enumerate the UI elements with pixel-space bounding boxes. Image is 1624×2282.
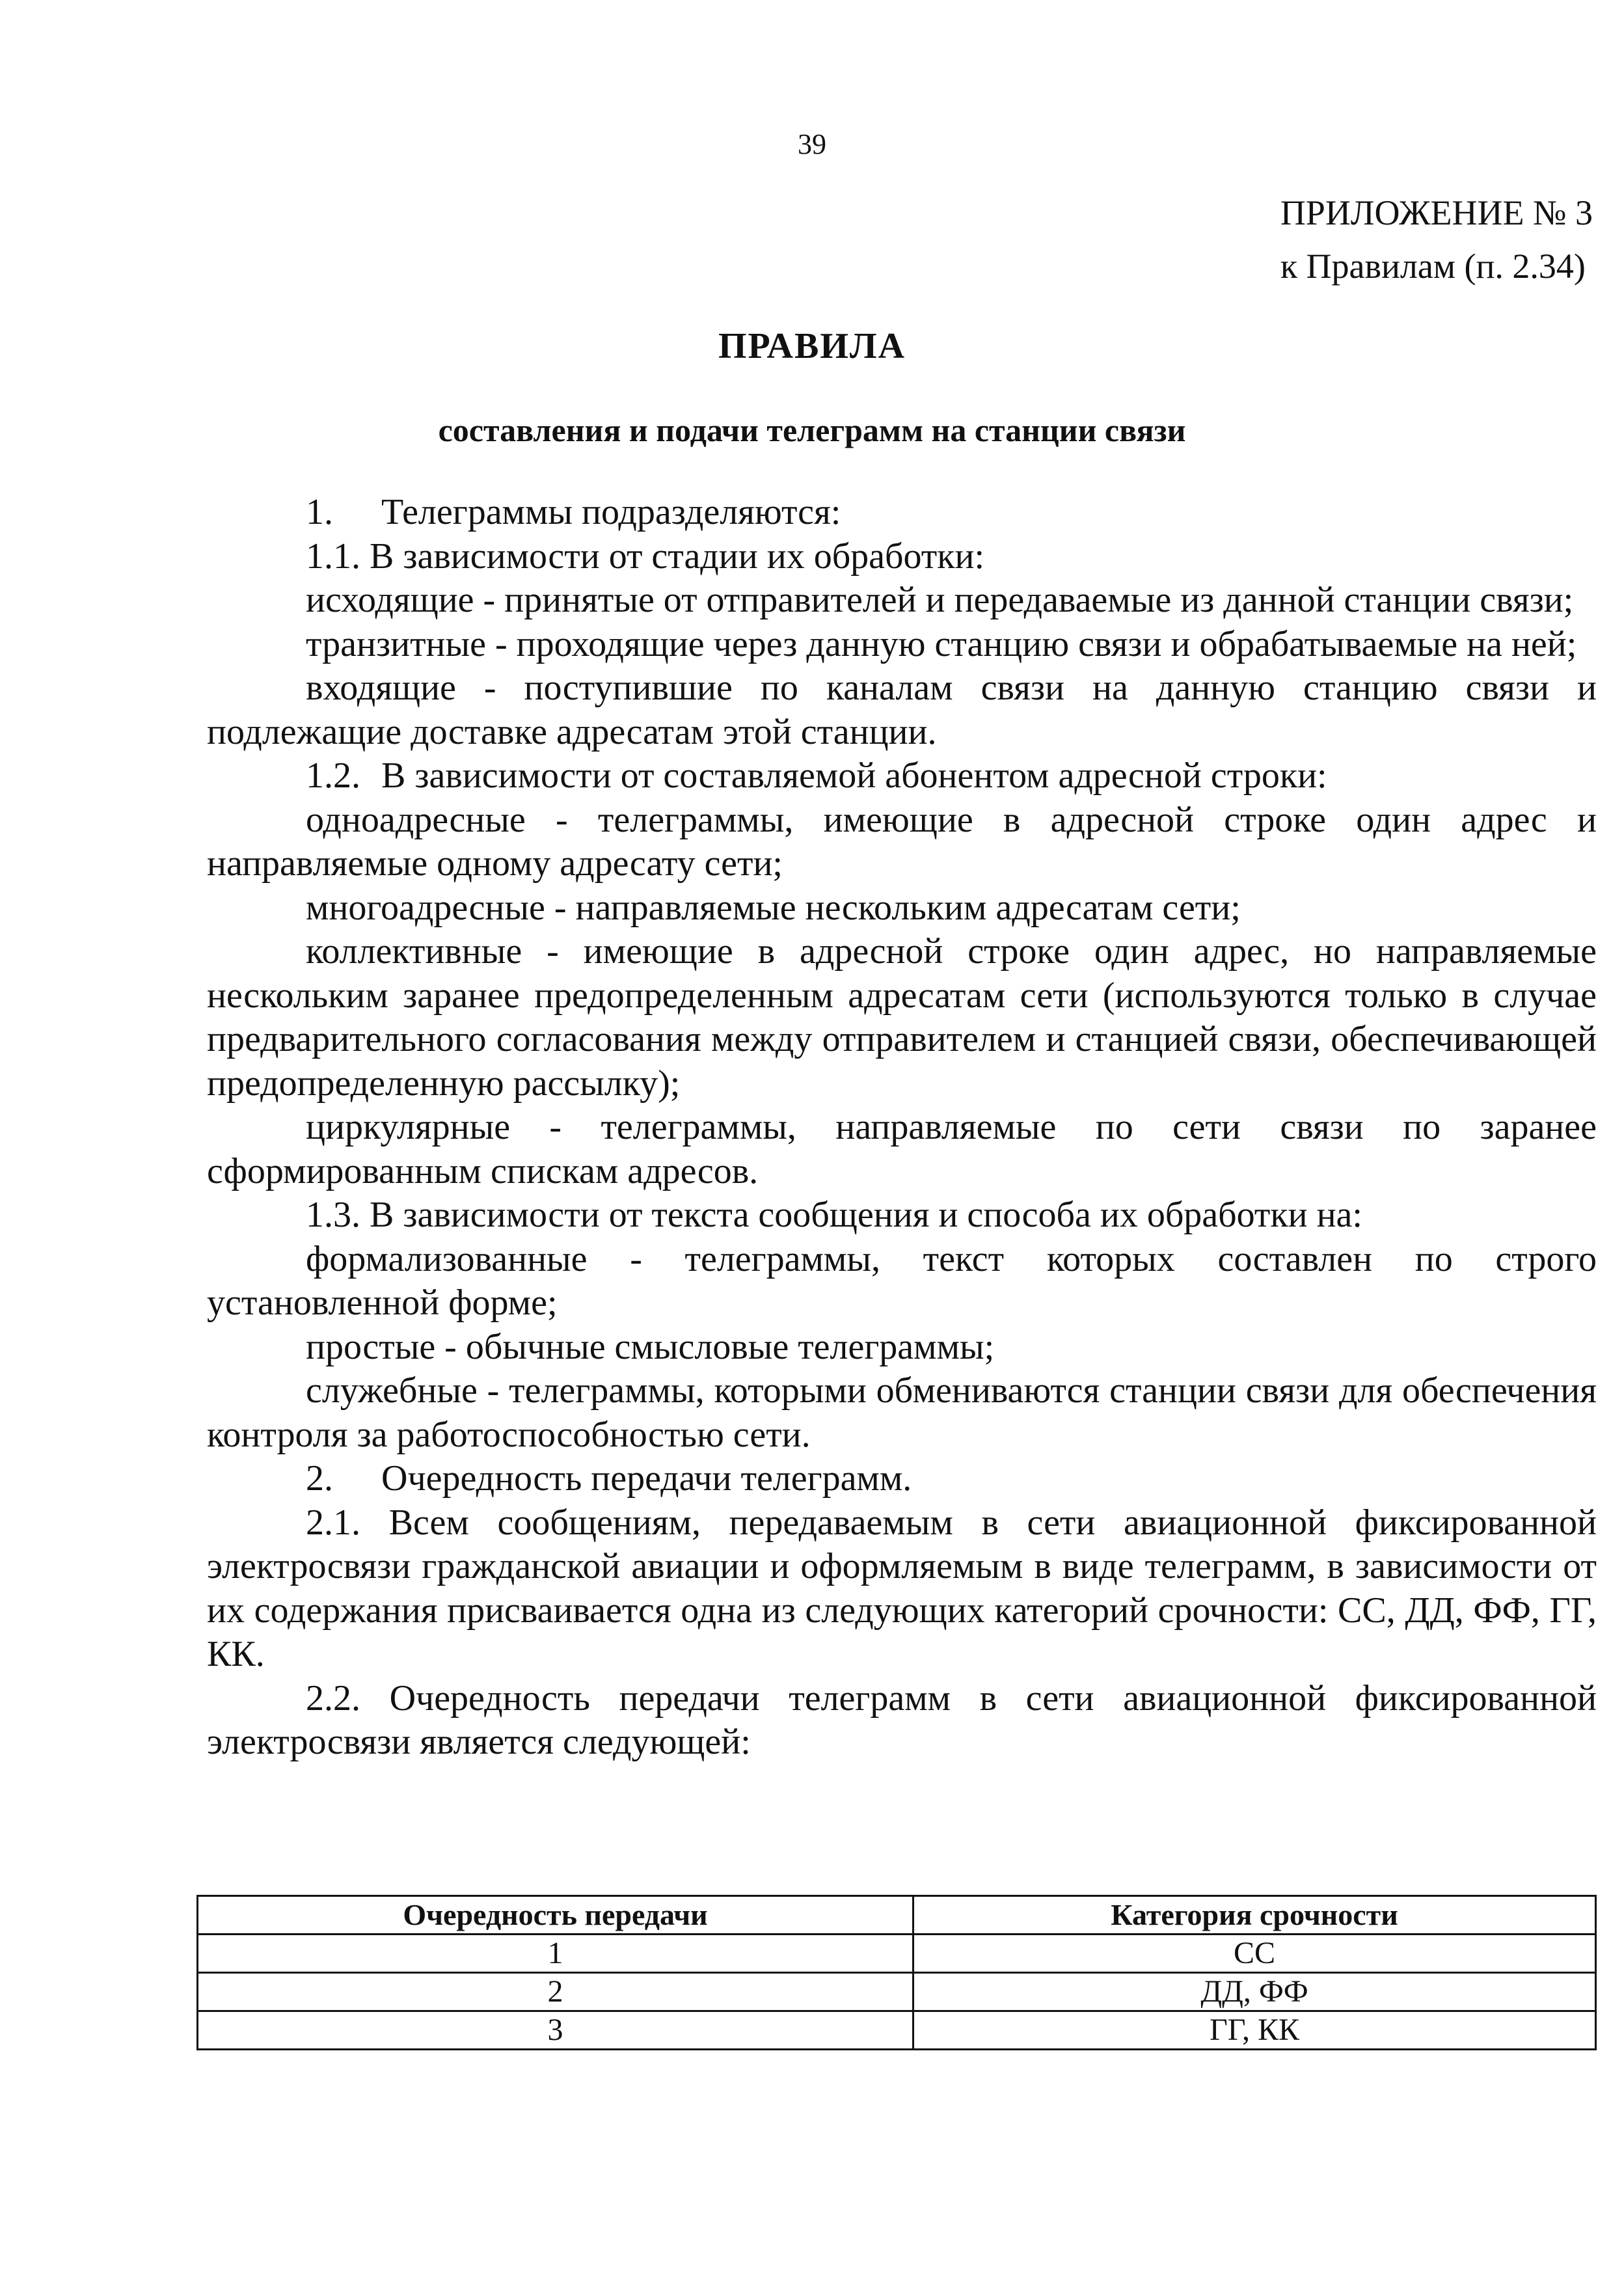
section-heading (207, 1457, 1597, 1501)
section-number: 2. (306, 1458, 333, 1499)
section-number: 1.2. (306, 755, 360, 796)
section-heading (207, 535, 1597, 579)
paragraph: транзитные - проходящие через данную станцию связи и обрабатываемые на ней; (306, 623, 1577, 664)
table-cell: ГГ, КК (914, 2011, 1596, 2050)
table-row (198, 1935, 1596, 1973)
paragraph: простые - обычные смысловые телеграммы; (306, 1326, 995, 1367)
paragraph: входящие - поступившие по каналам связи на данную станцию связи и подлежащие доставке адресатам этой станции. (207, 668, 1597, 752)
column-header: Очередность передачи (198, 1896, 914, 1935)
section-heading (207, 491, 1597, 535)
column-header: Категория срочности (914, 1896, 1596, 1935)
paragraph: служебные - телеграммы, которыми обмениваются станции связи для обеспечения контроля за работоспособностью сети. (207, 1370, 1597, 1455)
section-text: Телеграммы подразделяются: (381, 492, 841, 532)
document-subtitle: составления и подачи телеграмм на станции связи (438, 412, 1186, 448)
section-heading (207, 754, 1597, 798)
table-cell: 1 (198, 1935, 914, 1973)
paragraph: коллективные - имеющие в адресной строке один адрес, но направляемые нескольким заранее предопределенным адресатам сети (используются только в случае предварительного согласования между отправителем и станцией связи, обеспечивающей предопределенную рассылку); (207, 931, 1597, 1104)
paragraph: циркулярные - телеграммы, направляемые по сети связи по заранее сформированным спискам адресов. (207, 1107, 1597, 1191)
paragraph: одноадресные - телеграммы, имеющие в адресной строке один адрес и направляемые одному адресату сети; (207, 799, 1597, 884)
table-row (198, 2011, 1596, 2050)
table-cell: 3 (198, 2011, 914, 2050)
table-row (198, 1973, 1596, 2011)
page-number: 39 (798, 128, 826, 160)
table-cell: 2 (198, 1973, 914, 2011)
section-text: В зависимости от текста сообщения и способа их обработки на: (370, 1195, 1362, 1235)
section-number: 1.1. (306, 536, 360, 577)
document-body (207, 491, 1597, 1765)
annex-title: ПРИЛОЖЕНИЕ № 3 (1280, 193, 1593, 232)
section-text: Очередность передачи телеграмм. (381, 1458, 912, 1499)
section-number: 1. (306, 492, 333, 532)
section-heading (207, 1193, 1597, 1238)
table-cell: ДД, ФФ (914, 1973, 1596, 2011)
section-text: В зависимости от стадии их обработки: (370, 536, 984, 577)
section-text: В зависимости от составляемой абонентом адресной строки: (381, 755, 1327, 796)
annex-header (1280, 186, 1593, 293)
document-title: ПРАВИЛА (718, 326, 906, 366)
paragraph: 2.2. Очередность передачи телеграмм в сети авиационной фиксированной электросвязи является следующей: (207, 1678, 1597, 1762)
table-cell: СС (914, 1935, 1596, 1973)
section-number: 1.3. (306, 1195, 360, 1235)
paragraph: 2.1. Всем сообщениям, передаваемым в сети авиационной фиксированной электросвязи гражданской авиации и оформляемым в виде телеграмм, в зависимости от их содержания присваивается одна из следующих категорий срочности: СС, ДД, ФФ, ГГ, КК. (207, 1502, 1597, 1674)
table-header-row (198, 1896, 1596, 1935)
annex-reference: к Правилам (п. 2.34) (1280, 247, 1586, 286)
paragraph: многоадресные - направляемые нескольким адресатам сети; (306, 887, 1241, 928)
paragraph: исходящие - принятые от отправителей и передаваемые из данной станции связи; (306, 580, 1574, 620)
paragraph: формализованные - телеграммы, текст которых составлен по строго установленной форме; (207, 1238, 1597, 1323)
priority-table (196, 1895, 1597, 2050)
